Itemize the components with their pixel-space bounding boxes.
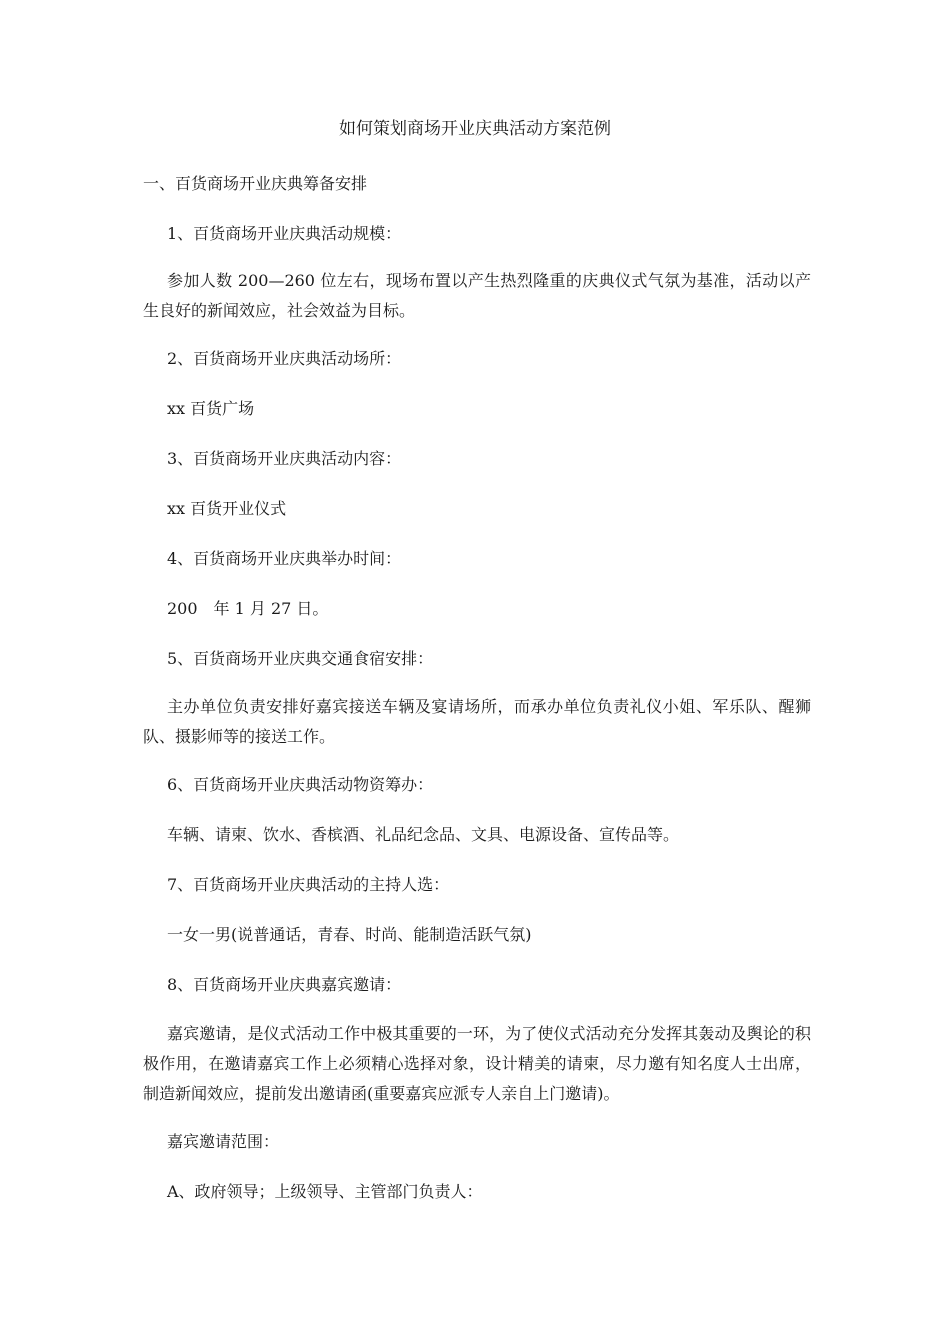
item-3-heading: 3、百货商场开业庆典活动内容： <box>167 449 402 468</box>
item-5-heading: 5、百货商场开业庆典交通食宿安排： <box>167 649 434 668</box>
item-1-content: 参加人数 200—260 位左右，现场布置以产生热烈隆重的庆典仪式气氛为基准，活动以产生良好的新闻效应，社会效益为目标。 <box>143 271 811 320</box>
item-7-content: 一女一男(说普通话，青春、时尚、能制造活跃气氛) <box>167 925 532 944</box>
item-6-heading: 6、百货商场开业庆典活动物资筹办： <box>167 775 434 794</box>
section-heading: 一、百货商场开业庆典筹备安排 <box>143 174 368 193</box>
invite-scope-a: A、政府领导；上级领导、主管部门负责人： <box>167 1182 483 1201</box>
item-2-heading: 2、百货商场开业庆典活动场所： <box>167 349 402 368</box>
item-2-content: xx 百货广场 <box>167 399 255 418</box>
item-6-content: 车辆、请柬、饮水、香槟酒、礼品纪念品、文具、电源设备、宣传品等。 <box>167 825 680 844</box>
invite-scope-heading: 嘉宾邀请范围： <box>167 1132 280 1151</box>
item-5-content: 主办单位负责安排好嘉宾接送车辆及宴请场所，而承办单位负责礼仪小姐、军乐队、醒狮队、摄影师等的接送工作。 <box>143 697 811 746</box>
item-4-content: 200 年 1 月 27 日。 <box>167 599 329 618</box>
item-3-content: xx 百货开业仪式 <box>167 499 287 518</box>
item-8-content: 嘉宾邀请，是仪式活动工作中极其重要的一环，为了使仪式活动充分发挥其轰动及舆论的积极作用，在邀请嘉宾工作上必须精心选择对象，设计精美的请柬，尽力邀有知名度人士出席，制造新闻效应，提前发出邀请函(重要嘉宾应派专人亲自上门邀请)。 <box>143 1024 811 1103</box>
item-4-heading: 4、百货商场开业庆典举办时间： <box>167 549 402 568</box>
item-7-heading: 7、百货商场开业庆典活动的主持人选： <box>167 875 450 894</box>
document-title: 如何策划商场开业庆典活动方案范例 <box>339 119 611 139</box>
item-1-heading: 1、百货商场开业庆典活动规模： <box>167 224 402 243</box>
item-8-heading: 8、百货商场开业庆典嘉宾邀请： <box>167 975 402 994</box>
